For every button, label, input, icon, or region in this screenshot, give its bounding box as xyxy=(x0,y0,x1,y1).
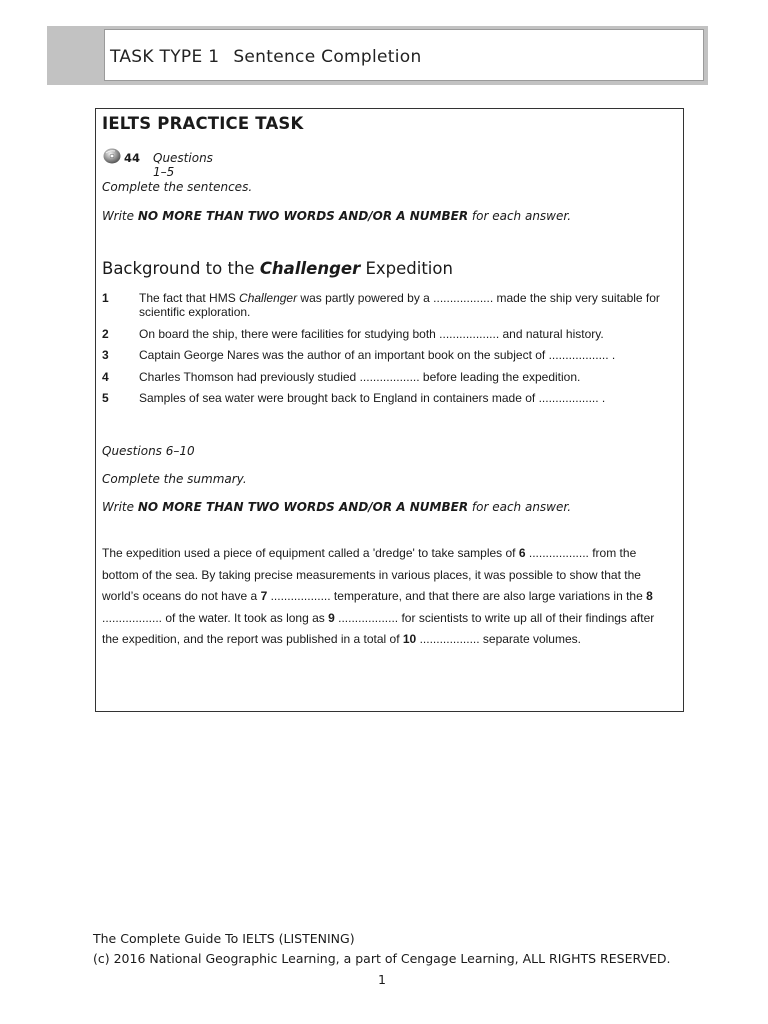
section-title: Background to the Challenger Expedition xyxy=(102,259,453,278)
instruction-word-limit-2: Write NO MORE THAN TWO WORDS AND/OR A NUMBER for each answer. xyxy=(102,500,572,514)
footer-copyright: (c) 2016 National Geographic Learning, a part of Cengage Learning, ALL RIGHTS RESERVED. xyxy=(93,951,671,966)
box-heading: IELTS PRACTICE TASK xyxy=(102,114,304,133)
page-number: 1 xyxy=(378,972,386,987)
footer-book-title: The Complete Guide To IELTS (LISTENING) xyxy=(93,931,355,946)
instruction-complete-sentences: Complete the sentences. xyxy=(102,180,253,194)
list-item: 3 Captain George Nares was the author of an important book on the subject of .................. . xyxy=(102,348,616,362)
item-number: 1 xyxy=(102,291,109,305)
list-item: 4 Charles Thomson had previously studied .................. before leading the expedition. xyxy=(102,370,581,384)
summary-paragraph: The expedition used a piece of equipment called a 'dredge' to take samples of 6 .................. from the bottom of the sea. By taking precise measurements in various places, it was possible to show that the world’s oceans do not have a 7 .................. temperature, and that there are also large variations in the 8 .................. of the water. It took as long as 9 .................. for scientists to write up all of their findings after the expedition, and the report was published in a total of 10 .................. separate volumes. xyxy=(102,546,655,646)
instruction-word-limit-1: Write NO MORE THAN TWO WORDS AND/OR A NUMBER for each answer. xyxy=(102,209,572,223)
questions-range-1: Questions 1–5 xyxy=(153,151,213,179)
item-number: 2 xyxy=(102,327,109,341)
list-item: 1 The fact that HMS Challenger was partly powered by a .................. made the ship very suitable for scientific exploration. xyxy=(102,291,660,319)
item-number: 3 xyxy=(102,348,109,362)
item-number: 5 xyxy=(102,391,109,405)
instruction-complete-summary: Complete the summary. xyxy=(102,472,247,486)
task-name-label: Sentence Completion xyxy=(233,47,422,67)
item-number: 4 xyxy=(102,370,109,384)
list-item: 2 On board the ship, there were facilities for studying both .................. and natural history. xyxy=(102,327,604,341)
cd-icon xyxy=(103,147,123,165)
questions-range-2: Questions 6–10 xyxy=(102,444,195,458)
track-number: 44 xyxy=(124,151,141,165)
page-title xyxy=(110,47,422,67)
task-type-label: TASK TYPE 1 xyxy=(110,47,220,67)
list-item: 5 Samples of sea water were brought back to England in containers made of .................. . xyxy=(102,391,606,405)
